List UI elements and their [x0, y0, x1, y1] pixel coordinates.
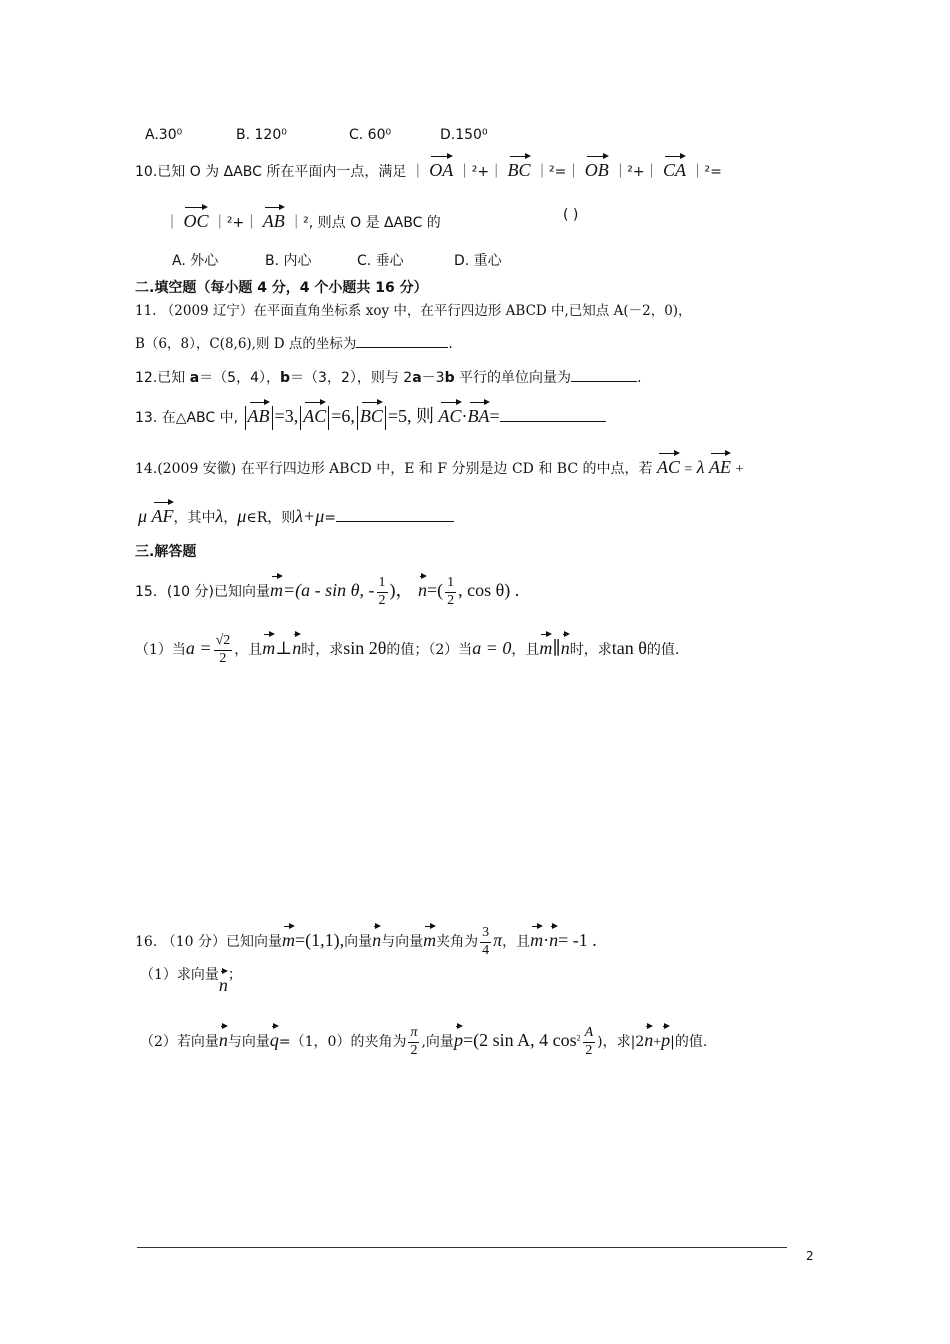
denominator: 2 [447, 592, 455, 608]
fraction-half [377, 575, 388, 608]
lambda-symbol: λ [696, 457, 705, 477]
q10-option-d: D. 重心 [454, 253, 502, 269]
q15-text: （1）当 [135, 642, 186, 658]
vector-ca: CA [663, 152, 686, 179]
vector-ac: AC [303, 398, 326, 425]
numerator: A [583, 1025, 596, 1042]
abs-bar [272, 406, 273, 430]
q16-text: 与向量 [381, 934, 424, 950]
q14-text: ∈R，则 [246, 510, 296, 526]
lambda-plus-mu: λ+μ [295, 506, 325, 526]
q16-part1 [140, 967, 242, 994]
q10-bar: ｜²= [690, 164, 722, 180]
footer-divider [137, 1247, 787, 1248]
page-number: 2 [806, 1249, 814, 1263]
vector-n: n [561, 630, 570, 657]
q15-math: a = 0 [472, 638, 512, 658]
numerator: 3 [480, 925, 491, 942]
q16-text: |的值. [670, 1034, 708, 1050]
q16-text: =（1，0）的夹角为 [278, 1034, 407, 1050]
vector-a: a [189, 370, 200, 386]
q15-text: 15．(10 分)已知向量 [135, 584, 271, 600]
abs-bar [300, 406, 301, 430]
q16-text: 16. （10 分）已知向量 [135, 934, 282, 950]
pi-symbol: π [493, 930, 503, 950]
q9-option-d: D.150⁰ [440, 127, 488, 143]
vector-oc: OC [183, 203, 208, 230]
lambda-symbol: λ [215, 506, 224, 526]
q13-text: 13. 在△ABC 中, [135, 410, 239, 426]
q10-bar: ｜²+｜ [457, 164, 504, 180]
dot-operator: · [461, 406, 468, 426]
q10-prefix: 10.已知 O 为 ΔABC 所在平面内一点，满足 [135, 164, 407, 180]
q14-eq: = [324, 510, 336, 526]
fraction-sqrt2-over-2 [214, 633, 233, 666]
vector-p: p [661, 1022, 670, 1049]
numerator: π [408, 1025, 419, 1042]
fraction-three-quarters [480, 925, 491, 958]
vector-m: m [270, 572, 283, 599]
vector-ob: OB [585, 152, 609, 179]
vector-m: m [262, 630, 275, 657]
vector-a: a [412, 370, 422, 386]
vector-b: b [280, 370, 291, 386]
q11-text: B（6，8），C(8,6),则 D 点的坐标为 [135, 336, 357, 352]
q16-text: （2）若向量 [140, 1034, 219, 1050]
q13-eq: =6, [331, 406, 355, 426]
q11-line2 [135, 338, 453, 352]
q10-bar: ｜²+｜ [212, 215, 259, 231]
denominator: 2 [378, 592, 386, 608]
q14-line1 [135, 449, 743, 477]
vector-ab: AB [248, 398, 270, 425]
q9-option-b: B. 120⁰ [236, 127, 287, 143]
vector-m: m [282, 922, 295, 949]
q16-text: ，且 [502, 934, 531, 950]
q14-line2 [138, 498, 454, 525]
q10-bar: ｜ [410, 164, 425, 180]
q10-line1 [135, 152, 722, 179]
vector-n: n [418, 572, 427, 599]
fraction-pi-over-2 [408, 1025, 419, 1058]
q10-bar: ｜ [165, 215, 179, 231]
q13-eq: =3, [274, 406, 299, 426]
vector-ae: AE [709, 449, 731, 476]
vector-n: n [219, 1022, 228, 1049]
q12-text: 平行的单位向量为 [454, 370, 572, 386]
answer-blank [356, 347, 448, 348]
q16-math: = -1 . [558, 930, 597, 950]
fraction-a-over-2 [583, 1025, 596, 1058]
parallel-symbol: ∥ [552, 638, 561, 658]
q15-math: )， [389, 580, 414, 600]
q12-text: 12.已知 [135, 370, 190, 386]
q15-math: a = [185, 638, 212, 658]
q11-end: . [448, 336, 453, 352]
dot-operator: · [543, 930, 550, 950]
q16-text: )，求|2 [597, 1034, 645, 1050]
answer-blank [500, 421, 606, 422]
abs-bar [385, 406, 386, 430]
q10-answer-paren: ( ) [563, 207, 579, 223]
q14-eq: = [684, 462, 693, 477]
q16-text: 向量 [344, 934, 373, 950]
vector-n: n [644, 1022, 653, 1049]
vector-n: n [219, 967, 228, 994]
vector-q: q [270, 1022, 279, 1049]
q16-line1 [135, 922, 597, 959]
q16-math: =(2 sin A, 4 cos [462, 1030, 577, 1050]
mu-symbol: μ [237, 506, 247, 526]
answer-blank [571, 381, 637, 382]
vector-bc: BC [360, 398, 383, 425]
vector-bc: BC [508, 152, 531, 179]
q10-line2 [165, 203, 441, 230]
plus-sign: + [735, 462, 744, 477]
vector-n: n [292, 630, 301, 657]
abs-bar [245, 406, 246, 430]
q16-text: （1）求向量 [140, 967, 219, 983]
q15-text: 时，求 [301, 642, 344, 658]
answer-blank [336, 521, 454, 522]
mu-symbol: μ [138, 506, 148, 526]
vector-ac: AC [439, 398, 462, 425]
q16-text: 与向量 [227, 1034, 270, 1050]
q14-text: 14.(2009 安徽) 在平行四边形 ABCD 中，E 和 F 分别是边 CD 和 BC 的中点，若 [135, 461, 653, 477]
q14-text: ， [223, 510, 238, 526]
q15-math: , cos θ) . [458, 580, 520, 600]
fraction-half [445, 575, 456, 608]
vector-ab: AB [263, 203, 285, 230]
q15-text: 的值. [646, 642, 680, 658]
vector-m: m [423, 922, 436, 949]
q15-math: =( [426, 580, 444, 600]
q16-text: ； [227, 967, 242, 983]
q13-eq: =5, 则 [387, 406, 435, 426]
q10-option-a: A. 外心 [172, 253, 219, 269]
q12-text: ＝（3，2），则与 2 [290, 370, 413, 386]
q11-line1: 11. （2009 辽宁）在平面直角坐标系 xoy 中，在平行四边形 ABCD 中,已知点 A(－2，0)， [135, 303, 692, 319]
vector-oa: OA [429, 152, 453, 179]
vector-n: n [549, 922, 558, 949]
vector-b: b [444, 370, 455, 386]
abs-bar [357, 406, 358, 430]
q12-text: －3 [421, 370, 445, 386]
numerator: √2 [214, 633, 233, 650]
vector-af: AF [152, 498, 174, 525]
q10-bar: ｜²=｜ [535, 164, 581, 180]
denominator: 4 [482, 942, 490, 958]
denominator: 2 [410, 1042, 418, 1058]
q16-part2 [140, 1022, 707, 1059]
section-heading-solutions: 三.解答题 [135, 544, 197, 560]
q10-line2-end: ｜², 则点 O 是 ΔABC 的 [289, 215, 441, 231]
plus-sign: + [653, 1035, 662, 1050]
q10-bar: ｜²+｜ [613, 164, 659, 180]
q15-line2 [135, 630, 679, 667]
q9-option-c: C. 60⁰ [349, 127, 392, 143]
vector-ba: BA [468, 398, 490, 425]
q15-math: tan θ [611, 638, 647, 658]
vector-n: n [372, 922, 381, 949]
q12-end: . [637, 370, 642, 386]
q15-text: ，且 [234, 642, 263, 658]
vector-m: m [530, 922, 543, 949]
exponent: 2 [576, 1033, 581, 1043]
q15-math: =(a - sin θ, - [283, 580, 375, 600]
vector-p: p [454, 1022, 463, 1049]
q16-math: =(1,1), [294, 930, 345, 950]
q12-text: ＝（5，4）， [199, 370, 280, 386]
q15-text: 的值；（2）当 [386, 642, 473, 658]
q14-text: ，其中 [173, 510, 216, 526]
q13-line [135, 398, 606, 430]
perpendicular-symbol: ⊥ [275, 638, 293, 658]
vector-m: m [539, 630, 552, 657]
numerator: 1 [445, 575, 456, 592]
q10-option-c: C. 垂心 [357, 253, 404, 269]
q9-option-a: A.30⁰ [145, 127, 183, 143]
section-heading-fill-in: 二.填空题（每小题 4 分，4 个小题共 16 分） [135, 280, 428, 296]
q12-line [135, 371, 642, 385]
q13-eq: = [489, 406, 500, 426]
q15-text: 时，求 [569, 642, 612, 658]
denominator: 2 [585, 1042, 593, 1058]
q15-text: ，且 [511, 642, 540, 658]
q16-text: 夹角为 [436, 934, 479, 950]
q15-line1 [135, 572, 519, 609]
vector-ac: AC [657, 449, 680, 476]
abs-bar [328, 406, 329, 430]
denominator: 2 [219, 650, 227, 666]
numerator: 1 [377, 575, 388, 592]
q15-math: sin 2θ [343, 638, 387, 658]
q10-option-b: B. 内心 [265, 253, 312, 269]
q16-text: ,向量 [421, 1034, 454, 1050]
